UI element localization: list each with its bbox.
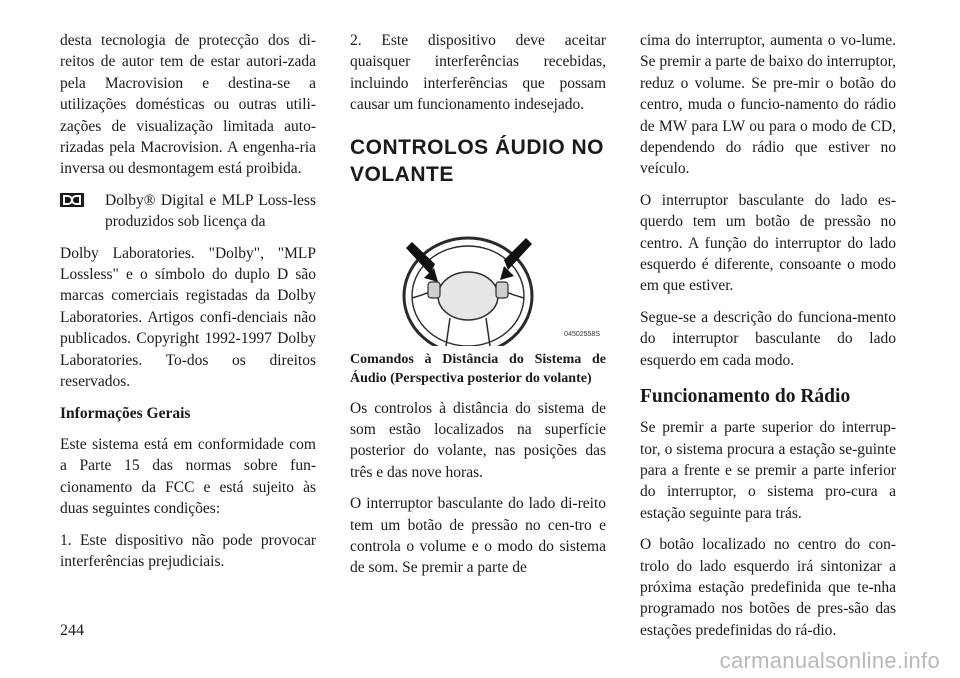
paragraph-right-switch: O interruptor basculante do lado di-reito tem um botão de pressão no cen-tro e controla o volume e o modo do sistema de som. Se premir a parte de bbox=[350, 495, 606, 577]
paragraph-fcc: Este sistema está em conformidade com a Parte 15 das normas sobre fun-cionamento da FCC e está sujeito às duas seguintes condições: bbox=[60, 435, 316, 518]
dolby-text-first: Dolby® Digital e MLP Loss-less produzidos sob licença da bbox=[105, 191, 316, 231]
section-heading-radio: Funcionamento do Rádio bbox=[640, 386, 851, 408]
paragraph-condition-2: 2. Este dispositivo deve aceitar quaisquer interferências recebidas, incluindo interferências que possam causar um funcionamento indesejado. bbox=[350, 32, 606, 114]
middle-column bbox=[350, 30, 606, 589]
figure-caption: Comandos à Distância do Sistema de Áudio (Perspectiva posterior do volante) bbox=[350, 351, 606, 386]
dolby-double-d-logo-icon bbox=[60, 193, 84, 207]
dolby-text-rest: Dolby Laboratories. "Dolby", "MLP Lossless" e o símbolo do duplo D são marcas comerciais registadas da Dolby Laboratories. Artigos confi-denciais não publicados. Copyright 1992-1997 Dolby Laboratories. To-dos os direitos reservados. bbox=[60, 244, 316, 391]
figure-code: 04502558S bbox=[564, 331, 600, 339]
dolby-notice bbox=[60, 190, 316, 393]
steering-wheel-figure bbox=[350, 218, 606, 346]
paragraph-left-switch: O interruptor basculante do lado es-querdo tem um botão de pressão no centro. A função do interruptor do lado esquerdo é diferente, consoante o modo em que estiver. bbox=[640, 191, 896, 295]
paragraph-controls-location: Os controlos à distância do sistema de som estão localizados na superfície posterior do volante, nas posições das três e das nove horas. bbox=[350, 399, 606, 481]
paragraph-macrovision: desta tecnologia de protecção dos di-reitos de autor tem de estar autori-zada pela Macrovision e destina-se a utilizações domésticas ou outras utili-zações de visualização limitada auto-rizadas pela Macrovision. A engenha-ria inversa ou desmontagem está proibida. bbox=[60, 32, 316, 178]
paragraph-seek: Se premir a parte superior do interrup-tor, o sistema procura a estação se-guinte para a frente e se premir a parte inferior do interruptor, o sistema pro-cura a estação seguinte para trás. bbox=[640, 419, 896, 522]
paragraph-preset: O botão localizado no centro do con-trolo do lado esquerdo irá sintonizar a próxima estação predefinida que te-nha programado nos botões de pres-são das estações predefinidas do rá-dio. bbox=[640, 536, 896, 639]
paragraph-volume: cima do interruptor, aumenta o vo-lume. Se premir a parte de baixo do interruptor, reduz o volume. Se pre-mir o botão do centro, muda o funcio-namento do rádio de MW para LW ou para o modo de CD, dependendo do rádio que estiver no veículo. bbox=[640, 32, 896, 178]
section-heading-steering-audio: CONTROLOS ÁUDIO NO VOLANTE bbox=[350, 135, 604, 186]
left-column bbox=[60, 30, 316, 582]
watermark: carmanualsonline.info bbox=[719, 648, 940, 673]
section-heading-general: Informações Gerais bbox=[60, 404, 191, 422]
right-column bbox=[640, 30, 896, 651]
page-number: 244 bbox=[60, 622, 84, 639]
paragraph-left-switch-modes: Segue-se a descrição do funciona-mento do interruptor basculante do lado esquerdo em cada modo. bbox=[640, 308, 896, 369]
paragraph-condition-1: 1. Este dispositivo não pode provocar interferências prejudiciais. bbox=[60, 531, 316, 570]
